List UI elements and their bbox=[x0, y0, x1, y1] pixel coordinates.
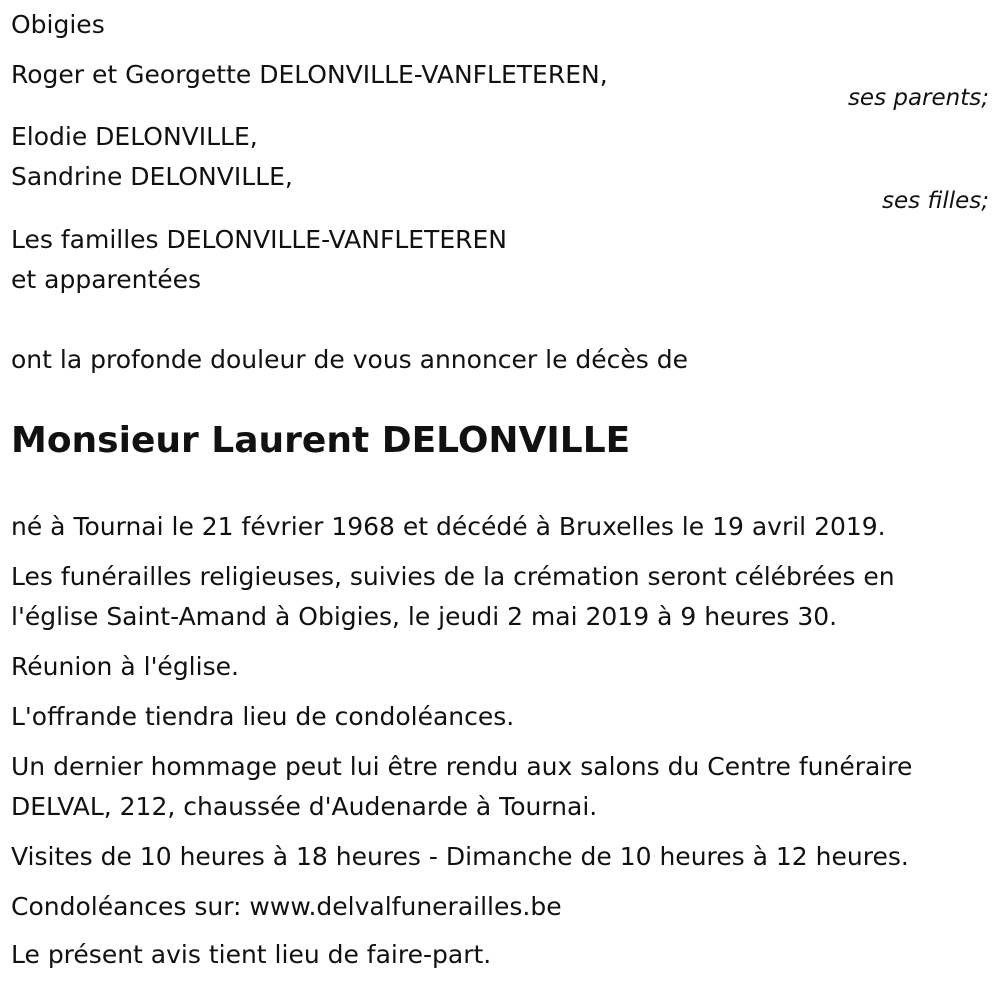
parents-names: Roger et Georgette DELONVILLE-VANFLETEREN, bbox=[11, 60, 608, 89]
deceased-name: Monsieur Laurent DELONVILLE bbox=[11, 420, 631, 461]
notice-line: Le présent avis tient lieu de faire-part. bbox=[11, 940, 492, 969]
condolences-line: Condoléances sur: www.delvalfunerailles.be bbox=[11, 892, 562, 921]
families-line: Les familles DELONVILLE-VANFLETEREN bbox=[11, 225, 507, 254]
birth-death-line: né à Tournai le 21 février 1968 et décédé à Bruxelles le 19 avril 2019. bbox=[11, 512, 886, 541]
families-line: et apparentées bbox=[11, 265, 202, 294]
daughter-name: Sandrine DELONVILLE, bbox=[11, 162, 293, 191]
tribute-line: DELVAL, 212, chaussée d'Audenarde à Tournai. bbox=[11, 792, 598, 821]
place-name: Obigies bbox=[11, 10, 105, 39]
funeral-line: l'église Saint-Amand à Obigies, le jeudi 2 mai 2019 à 9 heures 30. bbox=[11, 602, 838, 631]
tribute-line: Un dernier hommage peut lui être rendu aux salons du Centre funéraire bbox=[11, 752, 913, 781]
offering-line: L'offrande tiendra lieu de condoléances. bbox=[11, 702, 515, 731]
funeral-line: Les funérailles religieuses, suivies de la crémation seront célébrées en bbox=[11, 562, 895, 591]
daughter-name: Elodie DELONVILLE, bbox=[11, 122, 258, 151]
visits-line: Visites de 10 heures à 18 heures - Dimanche de 10 heures à 12 heures. bbox=[11, 842, 909, 871]
parents-role: ses parents; bbox=[847, 85, 989, 111]
daughters-role: ses filles; bbox=[882, 188, 989, 214]
announcement-text: ont la profonde douleur de vous annoncer le décès de bbox=[11, 345, 689, 374]
meeting-line: Réunion à l'église. bbox=[11, 652, 239, 681]
